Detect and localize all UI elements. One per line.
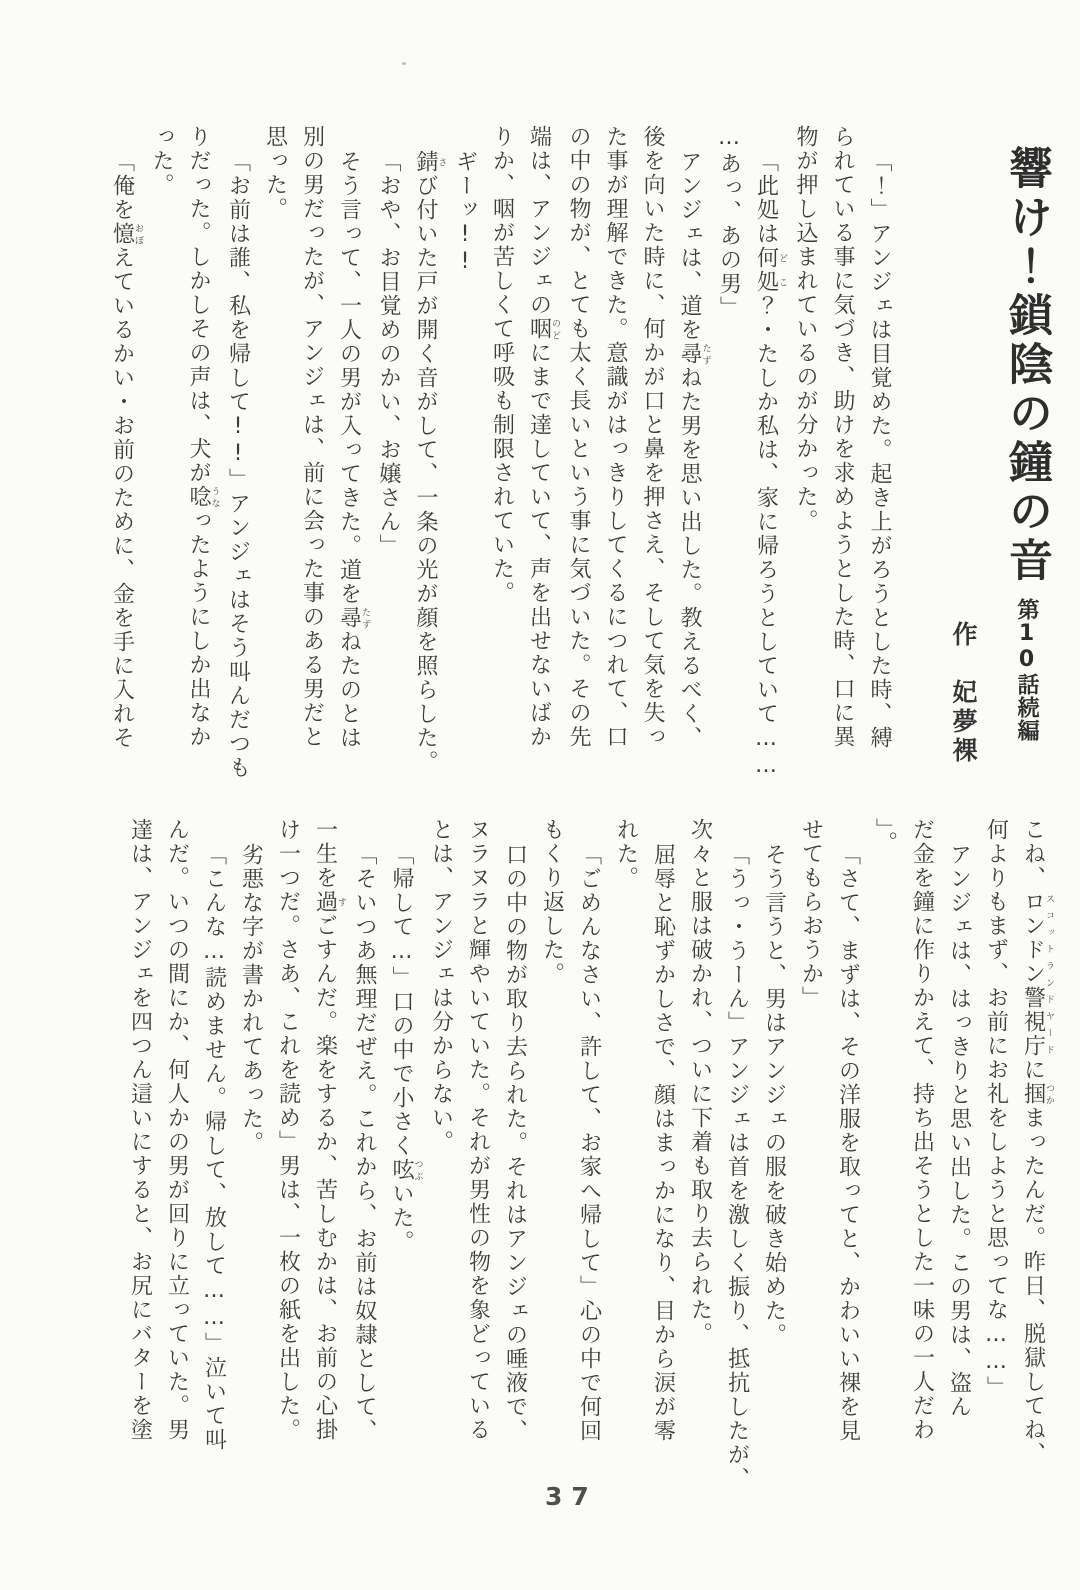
top-text-columns: [104, 125, 899, 791]
text-line: 屈辱と恥ずかしさで、顔はまっかになり、目から涙が零: [650, 843, 676, 1443]
text-line: た事が理解できた。意識がはっきりしてくるにつれて、口: [603, 125, 628, 749]
text-line: 「こんな…読めません。帰して、放して……」泣いて叫: [201, 843, 227, 1452]
page-number: 37: [545, 1482, 598, 1511]
text-line: った。: [149, 125, 174, 197]
bottom-text-section: [122, 818, 1055, 1490]
text-line: とは、アンジェは分からない。: [428, 818, 454, 1154]
top-text-section: [104, 125, 1065, 791]
text-line: アンジェは、はっきりと思い出した。この男は、盗ん: [946, 843, 972, 1419]
text-line: 」。: [872, 818, 898, 855]
text-line: 「おや、お目覚めのかい、お嬢さん」: [376, 150, 401, 558]
text-line: 錆さび付いた戸が開く音がして、一条の光が顔を照らした。: [413, 150, 447, 774]
text-line: 端は、アンジェの咽のどにまで達していて、声を出せないばか: [526, 125, 560, 749]
text-line: け一つだ。さあ、これを読め」男は、一枚の紙を出した。: [275, 818, 301, 1442]
text-line: 次々と服は破かれ、ついに下着も取り去られた。: [687, 818, 713, 1346]
text-line: アンジェは、道を尋たずねた男を思い出した。教えるべく、: [677, 150, 711, 750]
text-line: りか、咽が苦しくて呼吸も制限されていた。: [489, 125, 515, 605]
text-line: 「さて、まずは、その洋服を取ってと、かわいい裸を見: [835, 843, 861, 1443]
text-line: れた。: [613, 818, 639, 890]
text-line: 「ごめんなさい、許して、お家へ帰して」心の中で何回: [576, 843, 602, 1443]
story-title: [990, 125, 1062, 791]
text-line: 「お前は誰、私を帰して!!」アンジェはそう叫んだつも: [225, 150, 251, 780]
bottom-text-columns: [122, 818, 1055, 1490]
text-line: もくり返した。: [539, 818, 565, 986]
text-line: だ金を鐘に作りかえて、持ち出そうとした一味の一人だわ: [909, 818, 935, 1442]
text-line: 劣悪な字が書かれてあった。: [238, 843, 264, 1155]
text-line: 何よりもまず、お前にお礼をしようと思ってな……」: [983, 818, 1009, 1400]
text-line: 思った。: [262, 125, 288, 221]
text-line: 「此処は何処どこ？・たしか私は、家に帰ろうとしていて……: [753, 150, 787, 780]
text-line: 「！」アンジェは目覚めた。起き上がろうとした時、縛: [867, 150, 892, 750]
text-line: 口の中の物が取り去られた。それはアンジェの唾液で、: [502, 843, 528, 1443]
text-line: 一生を過すごすんだ。楽をするか、苦しむかは、お前の心掛: [312, 818, 346, 1442]
text-line: 後を向いた時に、何かが口と鼻を押さえ、そして気を失っ: [640, 125, 665, 749]
text-line: そう言って、一人の男が入ってきた。道を尋たずねたのとは: [336, 150, 370, 750]
text-line: 「うっ・うーん」アンジェは首を激しく振り、抵抗したが、: [724, 843, 750, 1491]
text-line: ギーッ!!: [452, 150, 478, 276]
text-line: 「俺を憶おぼえているかい・お前のために、金を手に入れそ: [109, 150, 143, 750]
text-line: りだった。しかしその声は、犬が唸うなったようにしか出なか: [186, 125, 220, 749]
text-line: …あっ、あの男」: [716, 125, 742, 320]
story-subtitle: 第10話続編: [1014, 598, 1039, 742]
text-line: の中の物が、とても太く長いという事に気づいた。その先: [566, 125, 591, 749]
story-author: 作 妃夢裸: [949, 621, 978, 766]
scan-speck: [402, 62, 406, 65]
text-line: 「帰して…」口の中で小さく呟つぶいた。: [389, 843, 423, 1254]
text-line: 「そいつあ無理だぜえ。これから、お前は奴隷として、: [352, 843, 377, 1443]
text-line: 物が押し込まれているのが分かった。: [793, 125, 818, 533]
text-line: こね、ロンドン警視庁スコットランドヤードに掴つかまったんだ。昨日、脱獄してね、: [1020, 818, 1054, 1466]
story-title-text: 響け！鎖陰の鐘の音: [1001, 145, 1052, 586]
text-line: んだ。いつの間にか、何人かの男が回りに立っていた。男: [164, 818, 190, 1442]
text-line: 達は、アンジェを四つん這いにすると、お尻にバターを塗: [127, 818, 153, 1442]
text-line: ヌラヌラと輝やいていた。それが男性の物を象どっている: [465, 818, 491, 1442]
text-line: 別の男だったが、アンジェは、前に会った事のある男だと: [299, 125, 325, 749]
text-line: られている事に気づき、助けを求めようとした時、口に異: [830, 125, 855, 749]
text-line: せてもらおうか」: [798, 818, 824, 1010]
text-line: そう言うと、男はアンジェの服を破き始めた。: [761, 843, 787, 1347]
